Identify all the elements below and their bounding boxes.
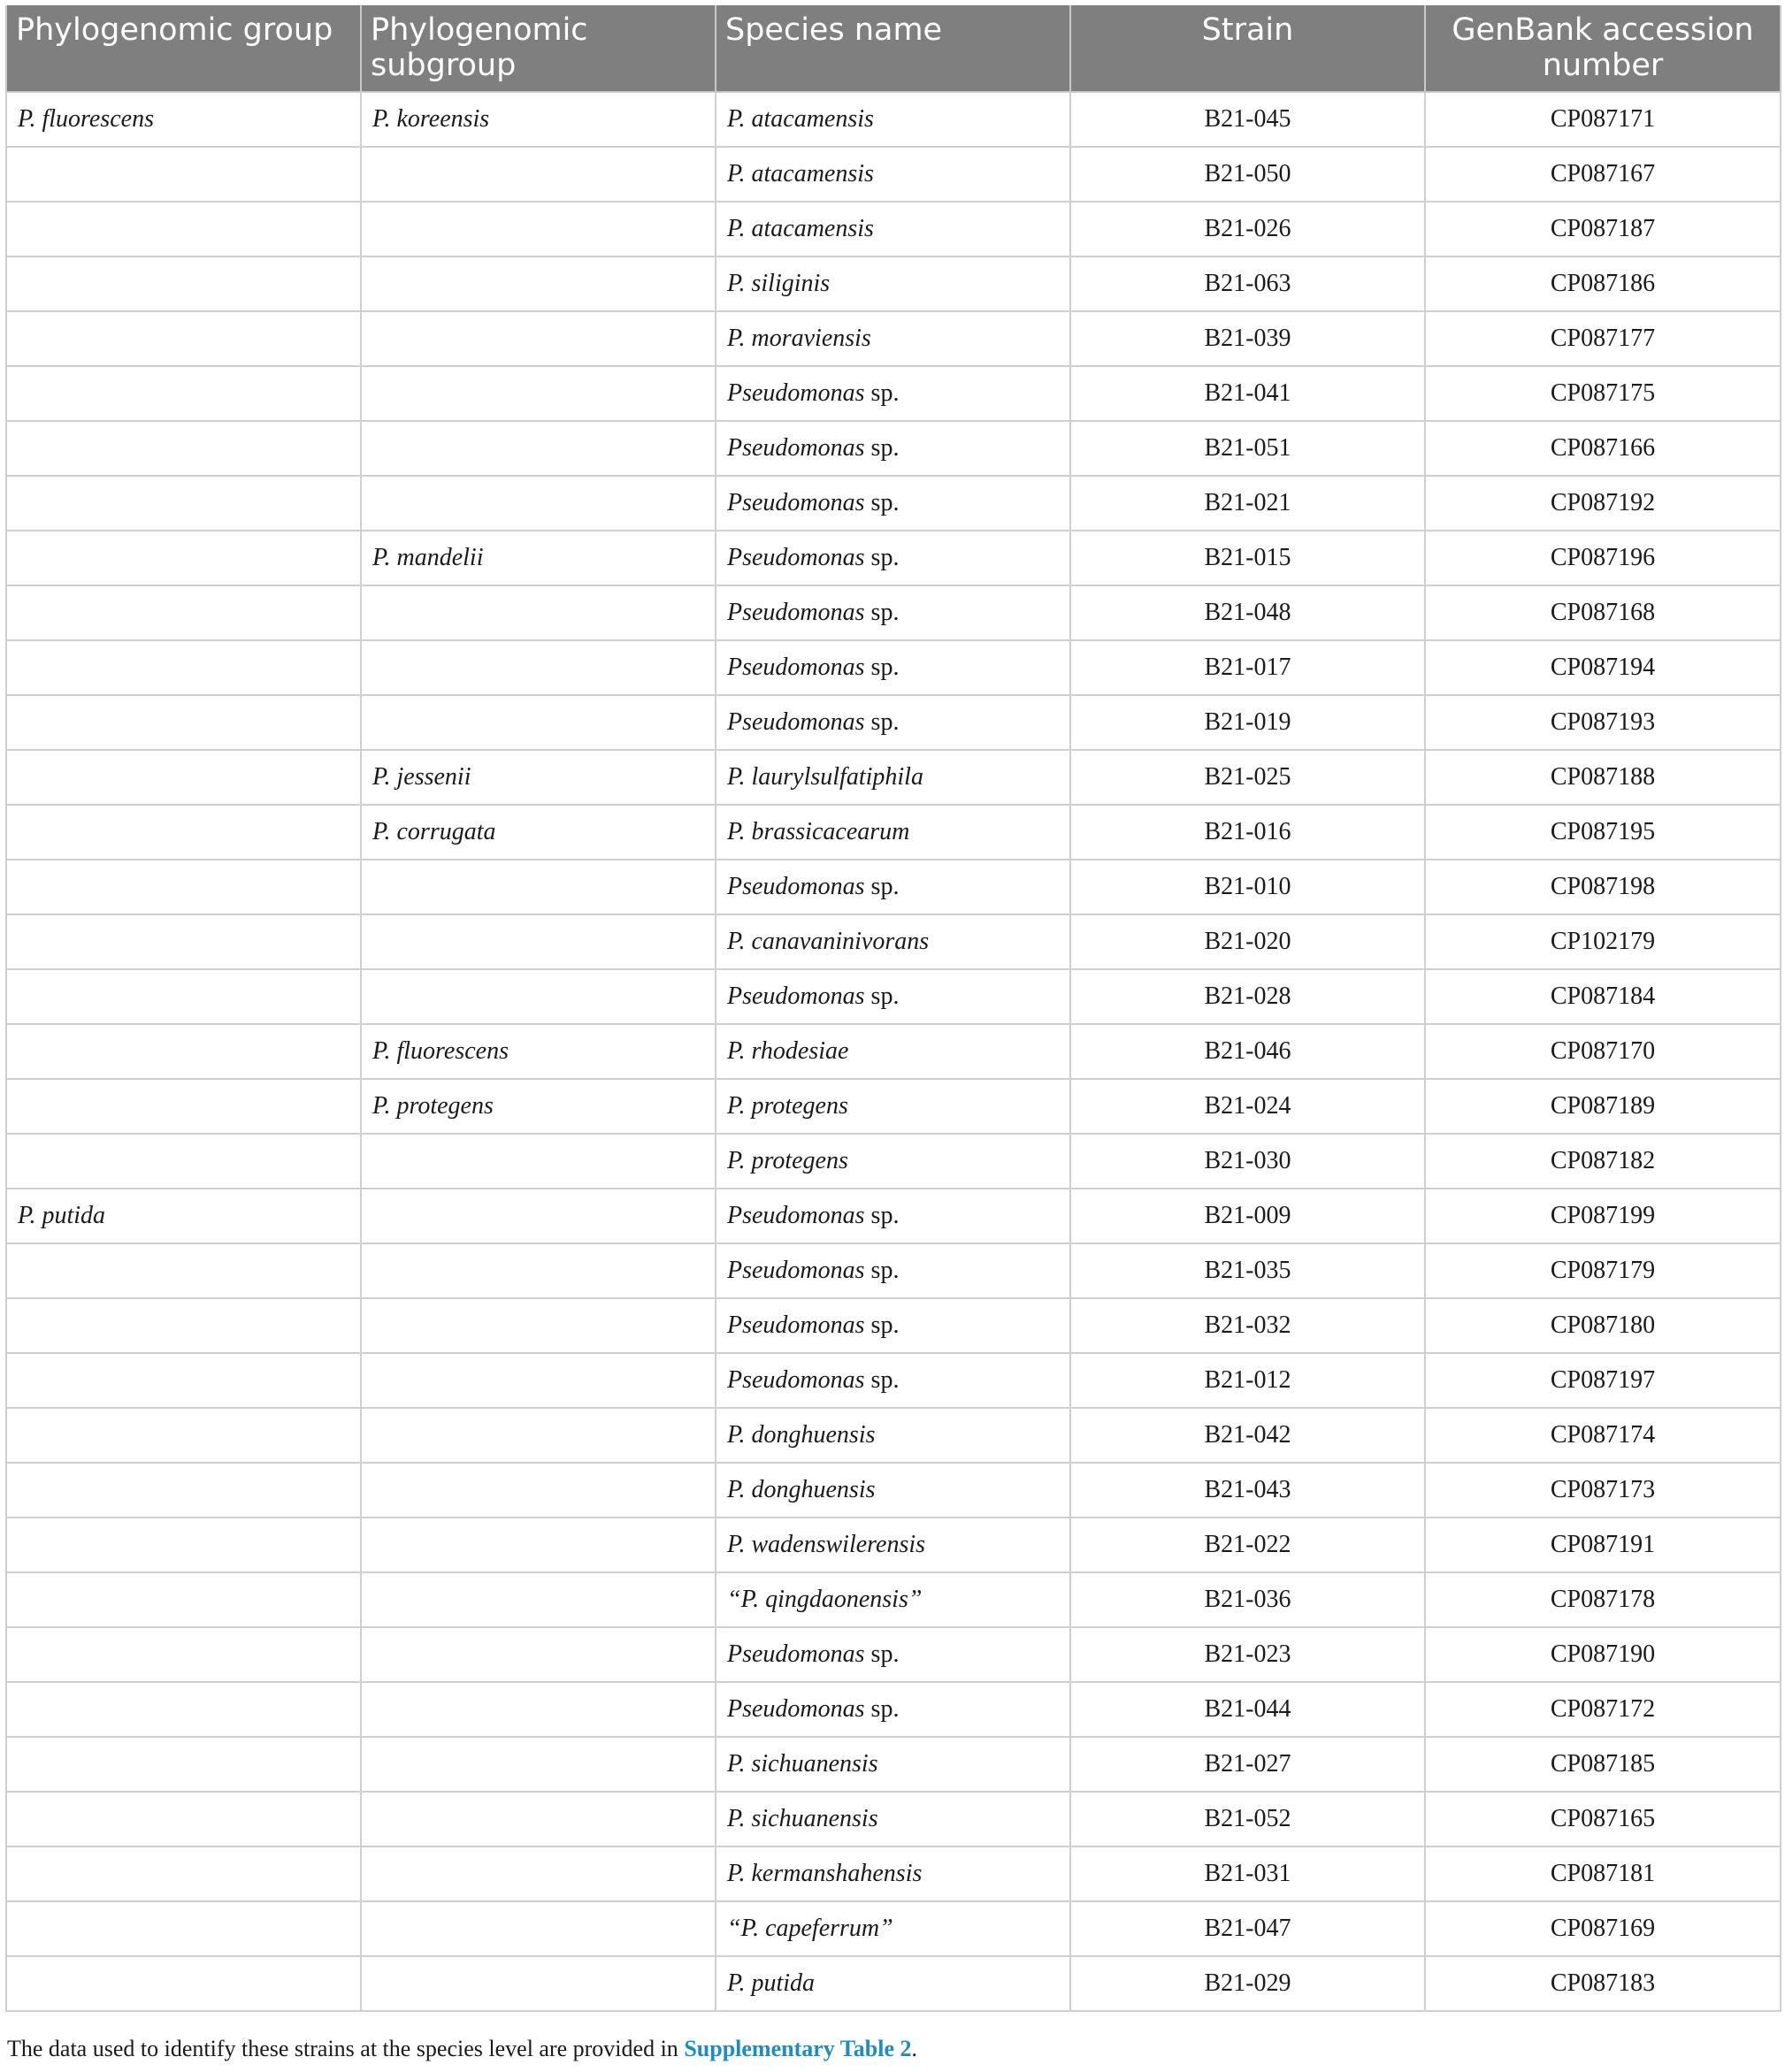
table-row <box>6 476 1781 531</box>
cell-phylogenomic-subgroup <box>361 1408 716 1463</box>
species-name-italic: P. atacamensis <box>727 105 874 133</box>
supplementary-table-link[interactable]: Supplementary Table 2 <box>684 2036 912 2061</box>
header-phylogenomic-group: Phylogenomic group <box>6 5 361 92</box>
table-row <box>6 860 1781 914</box>
cell-genbank-accession: CP102179 <box>1425 914 1781 969</box>
species-name-italic: P. wadenswilerensis <box>727 1531 926 1558</box>
species-name-italic: “P. qingdaonensis” <box>727 1586 923 1613</box>
cell-species-name <box>716 202 1070 256</box>
table-row <box>6 1901 1781 1956</box>
cell-phylogenomic-group <box>6 311 361 366</box>
table-row <box>6 750 1781 805</box>
cell-strain: B21-032 <box>1070 1298 1425 1353</box>
cell-strain: B21-051 <box>1070 421 1425 476</box>
cell-phylogenomic-group <box>6 366 361 421</box>
cell-phylogenomic-subgroup: P. fluorescens <box>361 1024 716 1079</box>
species-name-italic: P. sichuanensis <box>727 1750 878 1778</box>
cell-genbank-accession: CP087186 <box>1425 256 1781 311</box>
species-name-italic: P. brassicacearum <box>727 818 910 845</box>
header-species-name: Species name <box>716 5 1070 92</box>
cell-species-name <box>716 1792 1070 1846</box>
table-row <box>6 640 1781 695</box>
cell-phylogenomic-subgroup: P. corrugata <box>361 805 716 860</box>
table-row <box>6 1572 1781 1627</box>
table-row <box>6 147 1781 202</box>
cell-phylogenomic-group <box>6 1463 361 1518</box>
species-name-italic: Pseudomonas <box>727 654 865 681</box>
species-name-suffix: sp. <box>864 1257 900 1284</box>
cell-phylogenomic-group <box>6 969 361 1024</box>
species-name-italic: Pseudomonas <box>727 599 865 626</box>
cell-species-name <box>716 695 1070 750</box>
cell-species-name <box>716 1408 1070 1463</box>
species-name-suffix: sp. <box>864 489 900 516</box>
cell-phylogenomic-subgroup <box>361 366 716 421</box>
table-row <box>6 585 1781 640</box>
cell-species-name <box>716 1134 1070 1189</box>
table-row <box>6 805 1781 860</box>
cell-phylogenomic-group <box>6 805 361 860</box>
cell-species-name <box>716 1298 1070 1353</box>
cell-genbank-accession: CP087167 <box>1425 147 1781 202</box>
cell-phylogenomic-subgroup <box>361 1572 716 1627</box>
table-row <box>6 1846 1781 1901</box>
cell-phylogenomic-group <box>6 202 361 256</box>
cell-genbank-accession: CP087165 <box>1425 1792 1781 1846</box>
species-name-italic: Pseudomonas <box>727 708 865 736</box>
cell-genbank-accession: CP087192 <box>1425 476 1781 531</box>
cell-phylogenomic-subgroup <box>361 860 716 914</box>
species-name-italic: “P. capeferrum” <box>727 1915 893 1942</box>
strain-table-container <box>5 5 1780 2012</box>
cell-species-name <box>716 750 1070 805</box>
cell-genbank-accession: CP087172 <box>1425 1682 1781 1737</box>
cell-species-name <box>716 476 1070 531</box>
cell-strain: B21-020 <box>1070 914 1425 969</box>
cell-phylogenomic-subgroup: P. koreensis <box>361 92 716 147</box>
table-row <box>6 311 1781 366</box>
cell-phylogenomic-group <box>6 1408 361 1463</box>
table-row <box>6 92 1781 147</box>
cell-strain: B21-030 <box>1070 1134 1425 1189</box>
cell-phylogenomic-subgroup <box>361 585 716 640</box>
cell-phylogenomic-subgroup <box>361 640 716 695</box>
cell-phylogenomic-subgroup <box>361 421 716 476</box>
species-name-italic: Pseudomonas <box>727 1695 865 1723</box>
species-name-italic: P. moraviensis <box>727 325 871 352</box>
species-name-italic: P. atacamensis <box>727 160 874 187</box>
cell-genbank-accession: CP087168 <box>1425 585 1781 640</box>
footnote-suffix: . <box>911 2036 917 2061</box>
footnote-text: The data used to identify these strains at the species level are provided in <box>7 2036 685 2061</box>
species-name-italic: Pseudomonas <box>727 873 865 900</box>
table-row <box>6 1189 1781 1243</box>
cell-strain: B21-021 <box>1070 476 1425 531</box>
cell-phylogenomic-subgroup <box>361 256 716 311</box>
cell-phylogenomic-subgroup <box>361 1518 716 1572</box>
species-name-italic: P. donghuensis <box>727 1421 876 1449</box>
species-name-italic: Pseudomonas <box>727 544 865 571</box>
species-name-suffix: sp. <box>864 982 900 1010</box>
cell-species-name <box>716 1901 1070 1956</box>
cell-strain: B21-042 <box>1070 1408 1425 1463</box>
cell-strain: B21-019 <box>1070 695 1425 750</box>
cell-strain: B21-026 <box>1070 202 1425 256</box>
species-name-italic: Pseudomonas <box>727 1202 865 1229</box>
cell-genbank-accession: CP087181 <box>1425 1846 1781 1901</box>
cell-genbank-accession: CP087185 <box>1425 1737 1781 1792</box>
cell-genbank-accession: CP087190 <box>1425 1627 1781 1682</box>
species-name-italic: P. protegens <box>727 1092 848 1120</box>
cell-strain: B21-017 <box>1070 640 1425 695</box>
cell-phylogenomic-subgroup <box>361 1463 716 1518</box>
table-row <box>6 1024 1781 1079</box>
cell-phylogenomic-group <box>6 640 361 695</box>
species-name-suffix: sp. <box>864 1311 900 1339</box>
cell-phylogenomic-subgroup <box>361 695 716 750</box>
cell-phylogenomic-group <box>6 1627 361 1682</box>
cell-phylogenomic-group <box>6 1024 361 1079</box>
table-row <box>6 531 1781 585</box>
cell-phylogenomic-subgroup <box>361 1298 716 1353</box>
table-row <box>6 695 1781 750</box>
cell-genbank-accession: CP087179 <box>1425 1243 1781 1298</box>
table-row <box>6 1737 1781 1792</box>
cell-phylogenomic-subgroup <box>361 1737 716 1792</box>
cell-species-name <box>716 1189 1070 1243</box>
table-row <box>6 256 1781 311</box>
cell-strain: B21-031 <box>1070 1846 1425 1901</box>
cell-phylogenomic-subgroup <box>361 914 716 969</box>
table-row <box>6 914 1781 969</box>
cell-genbank-accession: CP087171 <box>1425 92 1781 147</box>
cell-species-name <box>716 1627 1070 1682</box>
cell-phylogenomic-subgroup <box>361 1846 716 1901</box>
cell-strain: B21-015 <box>1070 531 1425 585</box>
cell-genbank-accession: CP087175 <box>1425 366 1781 421</box>
species-name-suffix: sp. <box>864 873 900 900</box>
species-name-italic: Pseudomonas <box>727 434 865 462</box>
cell-genbank-accession: CP087183 <box>1425 1956 1781 2011</box>
table-row <box>6 1134 1781 1189</box>
cell-phylogenomic-group <box>6 914 361 969</box>
cell-strain: B21-044 <box>1070 1682 1425 1737</box>
cell-species-name <box>716 92 1070 147</box>
cell-species-name <box>716 1243 1070 1298</box>
cell-genbank-accession: CP087188 <box>1425 750 1781 805</box>
cell-phylogenomic-group <box>6 1737 361 1792</box>
cell-genbank-accession: CP087177 <box>1425 311 1781 366</box>
cell-phylogenomic-subgroup <box>361 1134 716 1189</box>
cell-genbank-accession: CP087191 <box>1425 1518 1781 1572</box>
cell-species-name <box>716 1572 1070 1627</box>
cell-phylogenomic-group <box>6 476 361 531</box>
cell-strain: B21-052 <box>1070 1792 1425 1846</box>
species-name-italic: P. sichuanensis <box>727 1805 878 1832</box>
cell-genbank-accession: CP087182 <box>1425 1134 1781 1189</box>
cell-phylogenomic-group <box>6 1956 361 2011</box>
cell-species-name <box>716 640 1070 695</box>
cell-genbank-accession: CP087169 <box>1425 1901 1781 1956</box>
table-header <box>6 5 1781 92</box>
species-name-italic: Pseudomonas <box>727 379 865 407</box>
cell-phylogenomic-group: P. fluorescens <box>6 92 361 147</box>
cell-phylogenomic-group <box>6 1792 361 1846</box>
table-row <box>6 366 1781 421</box>
cell-strain: B21-016 <box>1070 805 1425 860</box>
species-name-italic: P. protegens <box>727 1147 848 1174</box>
cell-species-name <box>716 531 1070 585</box>
cell-phylogenomic-group <box>6 256 361 311</box>
cell-strain: B21-010 <box>1070 860 1425 914</box>
header-row <box>6 5 1781 92</box>
species-name-italic: Pseudomonas <box>727 1257 865 1284</box>
cell-phylogenomic-group <box>6 1518 361 1572</box>
cell-species-name <box>716 969 1070 1024</box>
cell-species-name <box>716 1518 1070 1572</box>
table-row <box>6 1792 1781 1846</box>
cell-genbank-accession: CP087196 <box>1425 531 1781 585</box>
cell-species-name <box>716 805 1070 860</box>
cell-genbank-accession: CP087170 <box>1425 1024 1781 1079</box>
header-phylogenomic-subgroup: Phylogenomic subgroup <box>361 5 716 92</box>
cell-phylogenomic-group <box>6 750 361 805</box>
cell-phylogenomic-group: P. putida <box>6 1189 361 1243</box>
cell-phylogenomic-group <box>6 421 361 476</box>
cell-phylogenomic-group <box>6 860 361 914</box>
cell-phylogenomic-subgroup <box>361 476 716 531</box>
cell-strain: B21-009 <box>1070 1189 1425 1243</box>
cell-phylogenomic-subgroup <box>361 202 716 256</box>
cell-strain: B21-048 <box>1070 585 1425 640</box>
cell-genbank-accession: CP087198 <box>1425 860 1781 914</box>
table-row <box>6 1079 1781 1134</box>
cell-phylogenomic-subgroup <box>361 1627 716 1682</box>
cell-strain: B21-025 <box>1070 750 1425 805</box>
cell-genbank-accession: CP087189 <box>1425 1079 1781 1134</box>
cell-phylogenomic-subgroup <box>361 969 716 1024</box>
species-name-italic: P. laurylsulfatiphila <box>727 763 923 791</box>
cell-genbank-accession: CP087197 <box>1425 1353 1781 1408</box>
species-name-italic: Pseudomonas <box>727 982 865 1010</box>
header-genbank-accession: GenBank accession number <box>1425 5 1781 92</box>
cell-strain: B21-028 <box>1070 969 1425 1024</box>
cell-strain: B21-027 <box>1070 1737 1425 1792</box>
table-row <box>6 969 1781 1024</box>
cell-genbank-accession: CP087193 <box>1425 695 1781 750</box>
cell-genbank-accession: CP087180 <box>1425 1298 1781 1353</box>
cell-phylogenomic-subgroup <box>361 147 716 202</box>
table-footnote <box>7 2036 917 2062</box>
cell-phylogenomic-group <box>6 1079 361 1134</box>
table-row <box>6 1463 1781 1518</box>
species-name-suffix: sp. <box>864 544 900 571</box>
cell-strain: B21-063 <box>1070 256 1425 311</box>
species-name-suffix: sp. <box>864 1695 900 1723</box>
cell-strain: B21-039 <box>1070 311 1425 366</box>
cell-phylogenomic-group <box>6 1572 361 1627</box>
table-row <box>6 1518 1781 1572</box>
cell-species-name <box>716 1737 1070 1792</box>
cell-phylogenomic-group <box>6 1682 361 1737</box>
cell-phylogenomic-group <box>6 585 361 640</box>
cell-strain: B21-046 <box>1070 1024 1425 1079</box>
species-name-italic: P. atacamensis <box>727 215 874 242</box>
cell-phylogenomic-subgroup <box>361 1792 716 1846</box>
species-name-suffix: sp. <box>864 708 900 736</box>
cell-phylogenomic-group <box>6 1901 361 1956</box>
table-row <box>6 1353 1781 1408</box>
table-row <box>6 1956 1781 2011</box>
cell-genbank-accession: CP087187 <box>1425 202 1781 256</box>
cell-strain: B21-036 <box>1070 1572 1425 1627</box>
cell-species-name <box>716 860 1070 914</box>
cell-strain: B21-043 <box>1070 1463 1425 1518</box>
table-row <box>6 1408 1781 1463</box>
cell-phylogenomic-subgroup <box>361 1353 716 1408</box>
species-name-italic: P. putida <box>727 1969 816 1997</box>
cell-species-name <box>716 147 1070 202</box>
cell-genbank-accession: CP087199 <box>1425 1189 1781 1243</box>
cell-strain: B21-041 <box>1070 366 1425 421</box>
cell-phylogenomic-group <box>6 1243 361 1298</box>
cell-phylogenomic-subgroup <box>361 1956 716 2011</box>
cell-genbank-accession: CP087174 <box>1425 1408 1781 1463</box>
species-name-suffix: sp. <box>864 654 900 681</box>
species-name-italic: P. rhodesiae <box>727 1037 849 1065</box>
species-name-italic: Pseudomonas <box>727 1311 865 1339</box>
cell-species-name <box>716 1079 1070 1134</box>
species-name-italic: P. kermanshahensis <box>727 1860 923 1887</box>
cell-genbank-accession: CP087173 <box>1425 1463 1781 1518</box>
species-name-suffix: sp. <box>864 1640 900 1668</box>
cell-strain: B21-024 <box>1070 1079 1425 1134</box>
species-name-suffix: sp. <box>864 599 900 626</box>
cell-strain: B21-023 <box>1070 1627 1425 1682</box>
cell-phylogenomic-group <box>6 1134 361 1189</box>
cell-species-name <box>716 1956 1070 2011</box>
cell-strain: B21-035 <box>1070 1243 1425 1298</box>
strain-table <box>5 5 1781 2012</box>
species-name-suffix: sp. <box>864 1202 900 1229</box>
cell-phylogenomic-group <box>6 1298 361 1353</box>
cell-phylogenomic-subgroup <box>361 1901 716 1956</box>
cell-species-name <box>716 914 1070 969</box>
cell-phylogenomic-subgroup <box>361 311 716 366</box>
table-row <box>6 1682 1781 1737</box>
cell-phylogenomic-subgroup <box>361 1189 716 1243</box>
cell-phylogenomic-group <box>6 147 361 202</box>
cell-genbank-accession: CP087195 <box>1425 805 1781 860</box>
table-body <box>6 92 1781 2011</box>
species-name-italic: P. canavaninivorans <box>727 928 930 955</box>
species-name-italic: P. siliginis <box>727 270 831 297</box>
cell-phylogenomic-group <box>6 1353 361 1408</box>
cell-strain: B21-029 <box>1070 1956 1425 2011</box>
cell-species-name <box>716 366 1070 421</box>
species-name-suffix: sp. <box>864 434 900 462</box>
cell-phylogenomic-group <box>6 695 361 750</box>
cell-species-name <box>716 585 1070 640</box>
cell-phylogenomic-subgroup: P. protegens <box>361 1079 716 1134</box>
cell-phylogenomic-group <box>6 531 361 585</box>
cell-phylogenomic-subgroup: P. mandelii <box>361 531 716 585</box>
cell-strain: B21-050 <box>1070 147 1425 202</box>
cell-strain: B21-012 <box>1070 1353 1425 1408</box>
cell-species-name <box>716 1024 1070 1079</box>
species-name-italic: Pseudomonas <box>727 489 865 516</box>
cell-species-name <box>716 1682 1070 1737</box>
species-name-italic: Pseudomonas <box>727 1640 865 1668</box>
species-name-italic: Pseudomonas <box>727 1366 865 1394</box>
cell-phylogenomic-subgroup <box>361 1243 716 1298</box>
cell-genbank-accession: CP087166 <box>1425 421 1781 476</box>
cell-phylogenomic-subgroup: P. jessenii <box>361 750 716 805</box>
table-row <box>6 1243 1781 1298</box>
cell-species-name <box>716 1463 1070 1518</box>
cell-strain: B21-047 <box>1070 1901 1425 1956</box>
header-strain: Strain <box>1070 5 1425 92</box>
cell-genbank-accession: CP087184 <box>1425 969 1781 1024</box>
cell-species-name <box>716 311 1070 366</box>
cell-species-name <box>716 421 1070 476</box>
cell-strain: B21-045 <box>1070 92 1425 147</box>
cell-genbank-accession: CP087194 <box>1425 640 1781 695</box>
cell-strain: B21-022 <box>1070 1518 1425 1572</box>
table-row <box>6 1298 1781 1353</box>
cell-genbank-accession: CP087178 <box>1425 1572 1781 1627</box>
cell-species-name <box>716 1353 1070 1408</box>
table-row <box>6 421 1781 476</box>
table-row <box>6 1627 1781 1682</box>
species-name-italic: P. donghuensis <box>727 1476 876 1503</box>
cell-phylogenomic-subgroup <box>361 1682 716 1737</box>
cell-phylogenomic-group <box>6 1846 361 1901</box>
cell-species-name <box>716 256 1070 311</box>
cell-species-name <box>716 1846 1070 1901</box>
table-row <box>6 202 1781 256</box>
species-name-suffix: sp. <box>864 379 900 407</box>
species-name-suffix: sp. <box>864 1366 900 1394</box>
